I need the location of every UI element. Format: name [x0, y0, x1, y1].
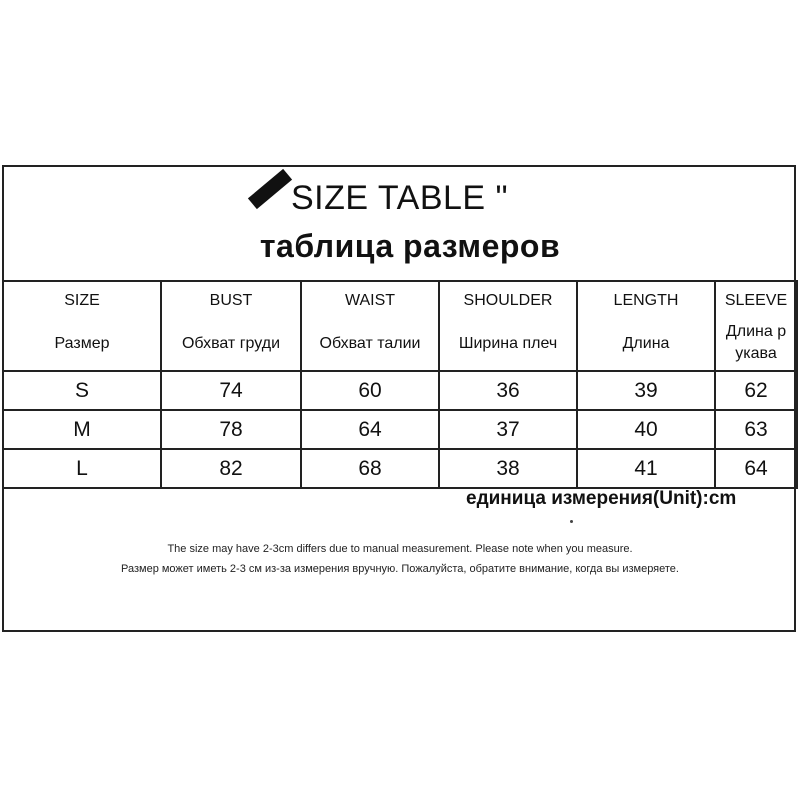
header-waist-ru: Обхват талии — [319, 335, 421, 352]
header-size-ru: Размер — [54, 335, 110, 352]
cell-waist: 64 — [301, 410, 439, 449]
size-table — [2, 280, 798, 489]
cell-bust: 82 — [161, 449, 301, 488]
header-sleeve — [715, 281, 797, 371]
cell-waist: 68 — [301, 449, 439, 488]
header-sleeve-ru: Длина р укава — [725, 323, 787, 362]
note-russian: Размер может иметь 2-3 см из-за измерения вручную. Пожалуйста, обратите внимание, когда вы измеряете. — [121, 563, 679, 575]
cell-length: 41 — [577, 449, 715, 488]
note-english: The size may have 2-3cm differs due to manual measurement. Please note when you measure. — [167, 543, 633, 555]
header-bust-ru: Обхват груди — [181, 335, 280, 352]
dot-mark — [570, 520, 573, 523]
cell-length: 40 — [577, 410, 715, 449]
cell-shoulder: 37 — [439, 410, 577, 449]
cell-length: 39 — [577, 371, 715, 410]
header-length-ru: Длина — [622, 335, 670, 352]
table-header-row — [3, 281, 797, 371]
table-row — [3, 410, 797, 449]
cell-sleeve: 62 — [715, 371, 797, 410]
header-waist-en: WAIST — [344, 292, 396, 309]
cell-size: M — [3, 410, 161, 449]
cell-shoulder: 38 — [439, 449, 577, 488]
unit-label: единица измерения(Unit):cm — [466, 488, 737, 509]
cell-size: L — [3, 449, 161, 488]
header-waist — [301, 281, 439, 371]
header-shoulder — [439, 281, 577, 371]
cell-bust: 74 — [161, 371, 301, 410]
header-length — [577, 281, 715, 371]
title-russian: таблица размеров — [259, 228, 561, 264]
cell-shoulder: 36 — [439, 371, 577, 410]
header-sleeve-en: SLEEVE — [724, 292, 788, 309]
header-length-en: LENGTH — [613, 292, 679, 309]
header-shoulder-en: SHOULDER — [463, 292, 553, 309]
table-row — [3, 371, 797, 410]
title-english: SIZE TABLE " — [291, 179, 509, 217]
cell-size: S — [3, 371, 161, 410]
header-bust-en: BUST — [209, 292, 253, 309]
header-bust — [161, 281, 301, 371]
cell-waist: 60 — [301, 371, 439, 410]
header-size-en: SIZE — [64, 292, 100, 309]
table-row — [3, 449, 797, 488]
cell-bust: 78 — [161, 410, 301, 449]
cell-sleeve: 63 — [715, 410, 797, 449]
header-size — [3, 281, 161, 371]
header-shoulder-ru: Ширина плеч — [458, 335, 558, 352]
cell-sleeve: 64 — [715, 449, 797, 488]
